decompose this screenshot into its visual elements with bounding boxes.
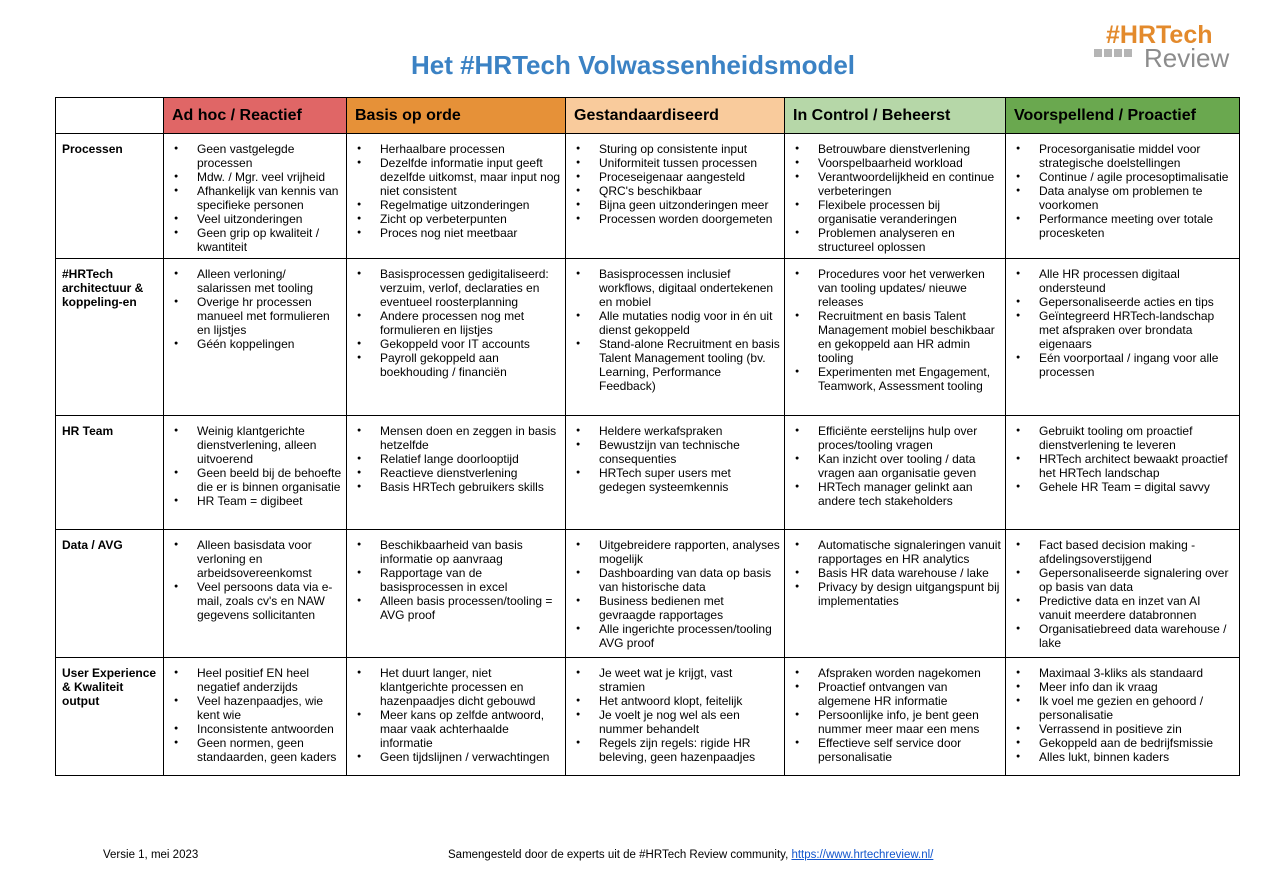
table-cell — [347, 530, 566, 658]
table-cell — [347, 134, 566, 259]
list-item: ● Processen worden doorgemeten — [599, 212, 780, 226]
table-cell — [566, 416, 785, 530]
list-item: ● Predictive data en inzet van AI vanuit meerdere databronnen — [1039, 594, 1235, 622]
list-item: ● Stand-alone Recruitment en basis Talent Management tooling (bv. Learning, Performance Feedback) — [599, 337, 780, 393]
bullet-list — [791, 538, 1001, 608]
list-item: ● Heldere werkafspraken — [599, 424, 780, 438]
list-item: ● Rapportage van de basisprocessen in excel — [380, 566, 561, 594]
table-cell — [164, 134, 347, 259]
list-item: ● Alle HR processen digitaal ondersteund — [1039, 267, 1235, 295]
list-item: ● Herhaalbare processen — [380, 142, 561, 156]
list-item: ● Weinig klantgerichte dienstverlening, alleen uitvoerend — [197, 424, 342, 466]
bullet-list — [1012, 267, 1235, 379]
bullet-list — [170, 538, 342, 622]
logo-hrtech-text: #HRTech — [1106, 21, 1213, 49]
list-item: ● Geen vastgelegde processen — [197, 142, 342, 170]
credit-line — [448, 849, 933, 861]
list-item: ● Eén voorportaal / ingang voor alle processen — [1039, 351, 1235, 379]
list-item: ● Alleen verloning/ salarissen met tooling — [197, 267, 342, 295]
bullet-list — [170, 267, 342, 351]
table-cell — [566, 134, 785, 259]
bullet-list — [1012, 538, 1235, 650]
list-item: ● Dezelfde informatie input geeft dezelfde uitkomst, maar input nog niet consistent — [380, 156, 561, 198]
list-item: ● Proactief ontvangen van algemene HR informatie — [818, 680, 1001, 708]
table-cell — [785, 259, 1006, 416]
bullet-list — [353, 666, 561, 764]
table-row — [56, 658, 1240, 776]
list-item: ● Effectieve self service door personalisatie — [818, 736, 1001, 764]
list-item: ● Basis HR data warehouse / lake — [818, 566, 1001, 580]
list-item: ● Business bedienen met gevraagde rapportages — [599, 594, 780, 622]
list-item: ● Flexibele processen bij organisatie veranderingen — [818, 198, 1001, 226]
bullet-list — [572, 142, 780, 226]
version-label: Versie 1, mei 2023 — [103, 849, 199, 861]
list-item: ● Payroll gekoppeld aan boekhouding / financiën — [380, 351, 561, 379]
bullet-list — [572, 424, 780, 494]
bullet-list — [170, 424, 342, 508]
list-item: ● Experimenten met Engagement, Teamwork, Assessment tooling — [818, 365, 1001, 393]
list-item: ● Regels zijn regels: rigide HR beleving, geen hazenpaadjes — [599, 736, 780, 764]
table-row — [56, 530, 1240, 658]
column-header: In Control / Beheerst — [785, 98, 1006, 134]
list-item: ● Inconsistente antwoorden — [197, 722, 342, 736]
list-item: ● Kan inzicht over tooling / data vragen aan organisatie geven — [818, 452, 1001, 480]
list-item: ● Alle mutaties nodig voor in én uit dienst gekoppeld — [599, 309, 780, 337]
bullet-list — [791, 267, 1001, 393]
list-item: ● Veel uitzonderingen — [197, 212, 342, 226]
bullet-list — [1012, 424, 1235, 494]
list-item: ● Bijna geen uitzonderingen meer — [599, 198, 780, 212]
bullet-list — [791, 424, 1001, 508]
list-item: ● HR Team = digibeet — [197, 494, 342, 508]
list-item: ● Geen grip op kwaliteit / kwantiteit — [197, 226, 342, 254]
list-item: ● Betrouwbare dienstverlening — [818, 142, 1001, 156]
list-item: ● Persoonlijke info, je bent geen nummer meer maar een mens — [818, 708, 1001, 736]
page-title: Het #HRTech Volwassenheidsmodel — [410, 50, 856, 80]
table-cell — [785, 134, 1006, 259]
column-header: Gestandaardiseerd — [566, 98, 785, 134]
list-item: ● HRTech super users met gedegen systeemkennis — [599, 466, 780, 494]
column-header: Ad hoc / Reactief — [164, 98, 347, 134]
list-item: ● Gekoppeld aan de bedrijfsmissie — [1039, 736, 1235, 750]
row-header: Processen — [56, 134, 164, 259]
list-item: ● Veel hazenpaadjes, wie kent wie — [197, 694, 342, 722]
bullet-list — [353, 142, 561, 240]
table-cell — [164, 416, 347, 530]
row-header: HR Team — [56, 416, 164, 530]
bullet-list — [353, 267, 561, 379]
list-item: ● Alle ingerichte processen/tooling AVG proof — [599, 622, 780, 650]
list-item: ● Basis HRTech gebruikers skills — [380, 480, 561, 494]
column-header: Basis op orde — [347, 98, 566, 134]
list-item: ● Data analyse om problemen te voorkomen — [1039, 184, 1235, 212]
list-item: ● Mdw. / Mgr. veel vrijheid — [197, 170, 342, 184]
list-item: ● Voorspelbaarheid workload — [818, 156, 1001, 170]
list-item: ● Privacy by design uitgangspunt bij implementaties — [818, 580, 1001, 608]
list-item: ● Verantwoordelijkheid en continue verbeteringen — [818, 170, 1001, 198]
list-item: ● Meer info dan ik vraag — [1039, 680, 1235, 694]
table-cell — [785, 530, 1006, 658]
table-cell — [347, 416, 566, 530]
list-item: ● Ik voel me gezien en gehoord / personalisatie — [1039, 694, 1235, 722]
list-item: ● Alleen basisdata voor verloning en arbeidsovereenkomst — [197, 538, 342, 580]
list-item: ● Uitgebreidere rapporten, analyses mogelijk — [599, 538, 780, 566]
list-item: ● Afhankelijk van kennis van specifieke personen — [197, 184, 342, 212]
list-item: ● Maximaal 3-kliks als standaard — [1039, 666, 1235, 680]
list-item: ● Automatische signaleringen vanuit rapportages en HR analytics — [818, 538, 1001, 566]
list-item: ● Gepersonaliseerde signalering over op basis van data — [1039, 566, 1235, 594]
list-item: ● Organisatiebreed data warehouse / lake — [1039, 622, 1235, 650]
logo-review-text: Review — [1144, 43, 1230, 73]
list-item: ● Sturing op consistente input — [599, 142, 780, 156]
list-item: ● Het antwoord klopt, feitelijk — [599, 694, 780, 708]
list-item: ● Je voelt je nog wel als een nummer behandelt — [599, 708, 780, 736]
list-item: ● Meer kans op zelfde antwoord, maar vaak achterhaalde informatie — [380, 708, 561, 750]
bullet-list — [353, 538, 561, 622]
list-item: ● Uniformiteit tussen processen — [599, 156, 780, 170]
bullet-list — [170, 142, 342, 254]
table-cell — [164, 259, 347, 416]
list-item: ● Zicht op verbeterpunten — [380, 212, 561, 226]
list-item: ● Basisprocessen gedigitaliseerd: verzuim, verlof, declaraties en eventueel roosterplanning — [380, 267, 561, 309]
list-item: ● Afspraken worden nagekomen — [818, 666, 1001, 680]
list-item: ● Veel persoons data via e-mail, zoals cv's en NAW gegevens sollicitanten — [197, 580, 342, 622]
bullet-list — [353, 424, 561, 494]
list-item: ● Recruitment en basis Talent Management mobiel beschikbaar en gekoppeld aan HR admin tooling — [818, 309, 1001, 365]
list-item: ● Verrassend in positieve zin — [1039, 722, 1235, 736]
corner-cell — [56, 98, 164, 134]
list-item: ● Geen normen, geen standaarden, geen kaders — [197, 736, 342, 764]
website-link[interactable]: https://www.hrtechreview.nl/ — [791, 849, 934, 861]
list-item: ● QRC's beschikbaar — [599, 184, 780, 198]
list-item: ● Regelmatige uitzonderingen — [380, 198, 561, 212]
table-cell — [785, 416, 1006, 530]
bullet-list — [572, 666, 780, 764]
list-item: ● Geen beeld bij de behoefte die er is binnen organisatie — [197, 466, 342, 494]
list-item: ● Alleen basis processen/tooling = AVG proof — [380, 594, 561, 622]
list-item: ● Het duurt langer, niet klantgerichte processen en hazenpaadjes dicht gebouwd — [380, 666, 561, 708]
list-item: ● Gehele HR Team = digital savvy — [1039, 480, 1235, 494]
list-item: ● Je weet wat je krijgt, vast stramien — [599, 666, 780, 694]
list-item: ● Problemen analyseren en structureel oplossen — [818, 226, 1001, 254]
list-item: ● Proceseigenaar aangesteld — [599, 170, 780, 184]
list-item: ● Overige hr processen manueel met formulieren en lijstjes — [197, 295, 342, 337]
table-row — [56, 259, 1240, 416]
column-header: Voorspellend / Proactief — [1006, 98, 1240, 134]
list-item: ● Geen tijdslijnen / verwachtingen — [380, 750, 561, 764]
row-header: Data / AVG — [56, 530, 164, 658]
list-item: ● Gepersonaliseerde acties en tips — [1039, 295, 1235, 309]
table-cell — [1006, 259, 1240, 416]
table-cell — [566, 530, 785, 658]
list-item: ● Géén koppelingen — [197, 337, 342, 351]
table-cell — [1006, 530, 1240, 658]
list-item: ● Procedures voor het verwerken van tooling updates/ nieuwe releases — [818, 267, 1001, 309]
table-cell — [347, 658, 566, 776]
table-cell — [347, 259, 566, 416]
bullet-list — [791, 142, 1001, 254]
list-item: ● Andere processen nog met formulieren en lijstjes — [380, 309, 561, 337]
table-row — [56, 416, 1240, 530]
table-cell — [164, 658, 347, 776]
bullet-list — [572, 538, 780, 650]
list-item: ● HRTech manager gelinkt aan andere tech stakeholders — [818, 480, 1001, 508]
list-item: ● Gekoppeld voor IT accounts — [380, 337, 561, 351]
row-header: #HRTech architectuur & koppeling-en — [56, 259, 164, 416]
table-cell — [566, 259, 785, 416]
list-item: ● Efficiënte eerstelijns hulp over proces/tooling vragen — [818, 424, 1001, 452]
bullet-list — [572, 267, 780, 393]
bullet-list — [791, 666, 1001, 764]
list-item: ● Continue / agile procesoptimalisatie — [1039, 170, 1235, 184]
maturity-model-table — [55, 97, 1240, 776]
list-item: ● Proces nog niet meetbaar — [380, 226, 561, 240]
table-cell — [785, 658, 1006, 776]
list-item: ● Reactieve dienstverlening — [380, 466, 561, 480]
credit-text: Samengesteld door de experts uit de #HRTech Review community, — [448, 849, 792, 861]
bullet-list — [170, 666, 342, 764]
list-item: ● Mensen doen en zeggen in basis hetzelfde — [380, 424, 561, 452]
table-cell — [566, 658, 785, 776]
list-item: ● Performance meeting over totale procesketen — [1039, 212, 1235, 240]
list-item: ● Gebruikt tooling om proactief dienstverlening te leveren — [1039, 424, 1235, 452]
list-item: ● Alles lukt, binnen kaders — [1039, 750, 1235, 764]
table-cell — [164, 530, 347, 658]
bullet-list — [1012, 142, 1235, 240]
list-item: ● Fact based decision making - afdelingsoverstijgend — [1039, 538, 1235, 566]
row-header: User Experience & Kwaliteit output — [56, 658, 164, 776]
list-item: ● Beschikbaarheid van basis informatie op aanvraag — [380, 538, 561, 566]
list-item: ● Basisprocessen inclusief workflows, digitaal ondertekenen en mobiel — [599, 267, 780, 309]
list-item: ● Dashboarding van data op basis van historische data — [599, 566, 780, 594]
bullet-list — [1012, 666, 1235, 764]
list-item: ● HRTech architect bewaakt proactief het HRTech landschap — [1039, 452, 1235, 480]
table-row — [56, 134, 1240, 259]
list-item: ● Procesorganisatie middel voor strategische doelstellingen — [1039, 142, 1235, 170]
table-header-row — [56, 98, 1240, 134]
table-cell — [1006, 658, 1240, 776]
list-item: ● Bewustzijn van technische consequenties — [599, 438, 780, 466]
table-cell — [1006, 416, 1240, 530]
list-item: ● Heel positief EN heel negatief anderzijds — [197, 666, 342, 694]
table-cell — [1006, 134, 1240, 259]
list-item: ● Relatief lange doorlooptijd — [380, 452, 561, 466]
list-item: ● Geïntegreerd HRTech-landschap met afspraken over brondata eigenaars — [1039, 309, 1235, 351]
